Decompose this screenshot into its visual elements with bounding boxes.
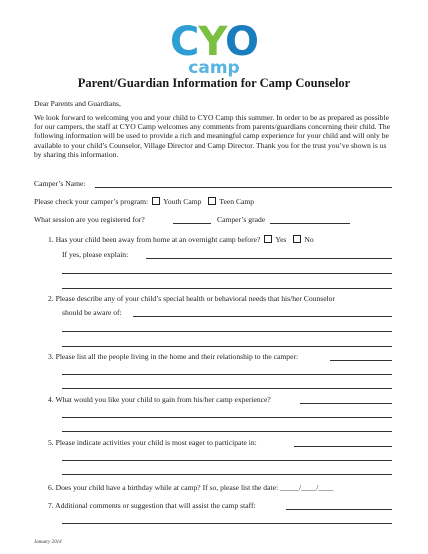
question-3: 3. Please list all the people living in the home and their relationship to the camper:	[48, 352, 299, 361]
q1-answer-line-3[interactable]	[62, 288, 392, 289]
question-7: 7. Additional comments or suggestion that will assist the camp staff:	[48, 501, 256, 510]
question-2-cont: should be aware of:	[62, 308, 122, 317]
session-label: What session are you registered for?	[34, 215, 145, 224]
footer-date: January 2014	[34, 540, 62, 545]
logo-wordmark: CYO	[170, 19, 258, 65]
question-1-explain: If yes, please explain:	[62, 250, 129, 259]
q1-yes-label: Yes	[275, 235, 287, 244]
grade-field[interactable]	[270, 223, 350, 224]
q2-answer-line-1[interactable]	[133, 316, 392, 317]
camper-name-label: Camper’s Name:	[34, 179, 86, 188]
q3-answer-line-2[interactable]	[62, 374, 392, 375]
q2-answer-line-2[interactable]	[62, 331, 392, 332]
q1-no-checkbox[interactable]	[293, 235, 301, 243]
q1-answer-line-2[interactable]	[62, 273, 392, 274]
camper-name-field[interactable]	[95, 187, 392, 188]
q4-answer-line-1[interactable]	[300, 403, 392, 404]
q1-no-label: No	[304, 235, 314, 244]
q5-answer-line-2[interactable]	[62, 460, 392, 461]
q4-answer-line-3[interactable]	[62, 431, 392, 432]
q3-answer-line-1[interactable]	[330, 360, 392, 361]
session-field[interactable]	[173, 223, 211, 224]
teen-camp-label: Teen Camp	[219, 197, 255, 206]
q7-answer-line-2[interactable]	[62, 523, 392, 524]
page-title: Parent/Guardian Information for Camp Counselor	[77, 76, 351, 90]
question-6-text: 6. Does your child have a birthday while at camp? If so, please list the date:	[48, 483, 279, 492]
intro-paragraph: We look forward to welcoming you and your child to CYO Camp this summer. In order to be as prepared as possible for our campers, the staff at CYO Camp welcomes any comments from parents/guardians concerning their child. The following information will be used to provide a rich and meaningful camp experience for your child and will only be available to your child’s Counselor, Village Director and Camp Director. Thank you for the trust you’ve shown is us by sharing this information.	[34, 113, 391, 159]
youth-camp-checkbox[interactable]	[152, 197, 160, 205]
question-5: 5. Please indicate activities your child is most eager to participate in:	[48, 438, 257, 447]
cyo-camp-logo	[0, 19, 428, 78]
question-1	[48, 235, 314, 244]
youth-camp-label: Youth Camp	[163, 197, 202, 206]
birthday-date-field[interactable]: _____/____/____	[279, 483, 334, 492]
q1-yes-checkbox[interactable]	[264, 235, 272, 243]
q3-answer-line-3[interactable]	[62, 388, 392, 389]
grade-label: Camper’s grade	[217, 215, 266, 224]
question-1-text: 1. Has your child been away from home at an overnight camp before?	[48, 235, 261, 244]
q4-answer-line-2[interactable]	[62, 417, 392, 418]
program-question	[34, 197, 254, 206]
question-2: 2. Please describe any of your child’s special health or behavioral needs that his/her Counselor	[48, 294, 336, 303]
question-6	[48, 483, 334, 492]
logo-subtitle: camp	[188, 58, 240, 78]
q5-answer-line-3[interactable]	[62, 474, 392, 475]
q1-answer-line-1[interactable]	[146, 258, 392, 259]
teen-camp-checkbox[interactable]	[208, 197, 216, 205]
question-4: 4. What would you like your child to gain from his/her camp experience?	[48, 395, 271, 404]
q5-answer-line-1[interactable]	[294, 446, 392, 447]
program-label: Please check your camper’s program:	[34, 197, 149, 206]
q7-answer-line-1[interactable]	[286, 509, 392, 510]
greeting: Dear Parents and Guardians,	[34, 99, 121, 108]
q2-answer-line-3[interactable]	[62, 346, 392, 347]
